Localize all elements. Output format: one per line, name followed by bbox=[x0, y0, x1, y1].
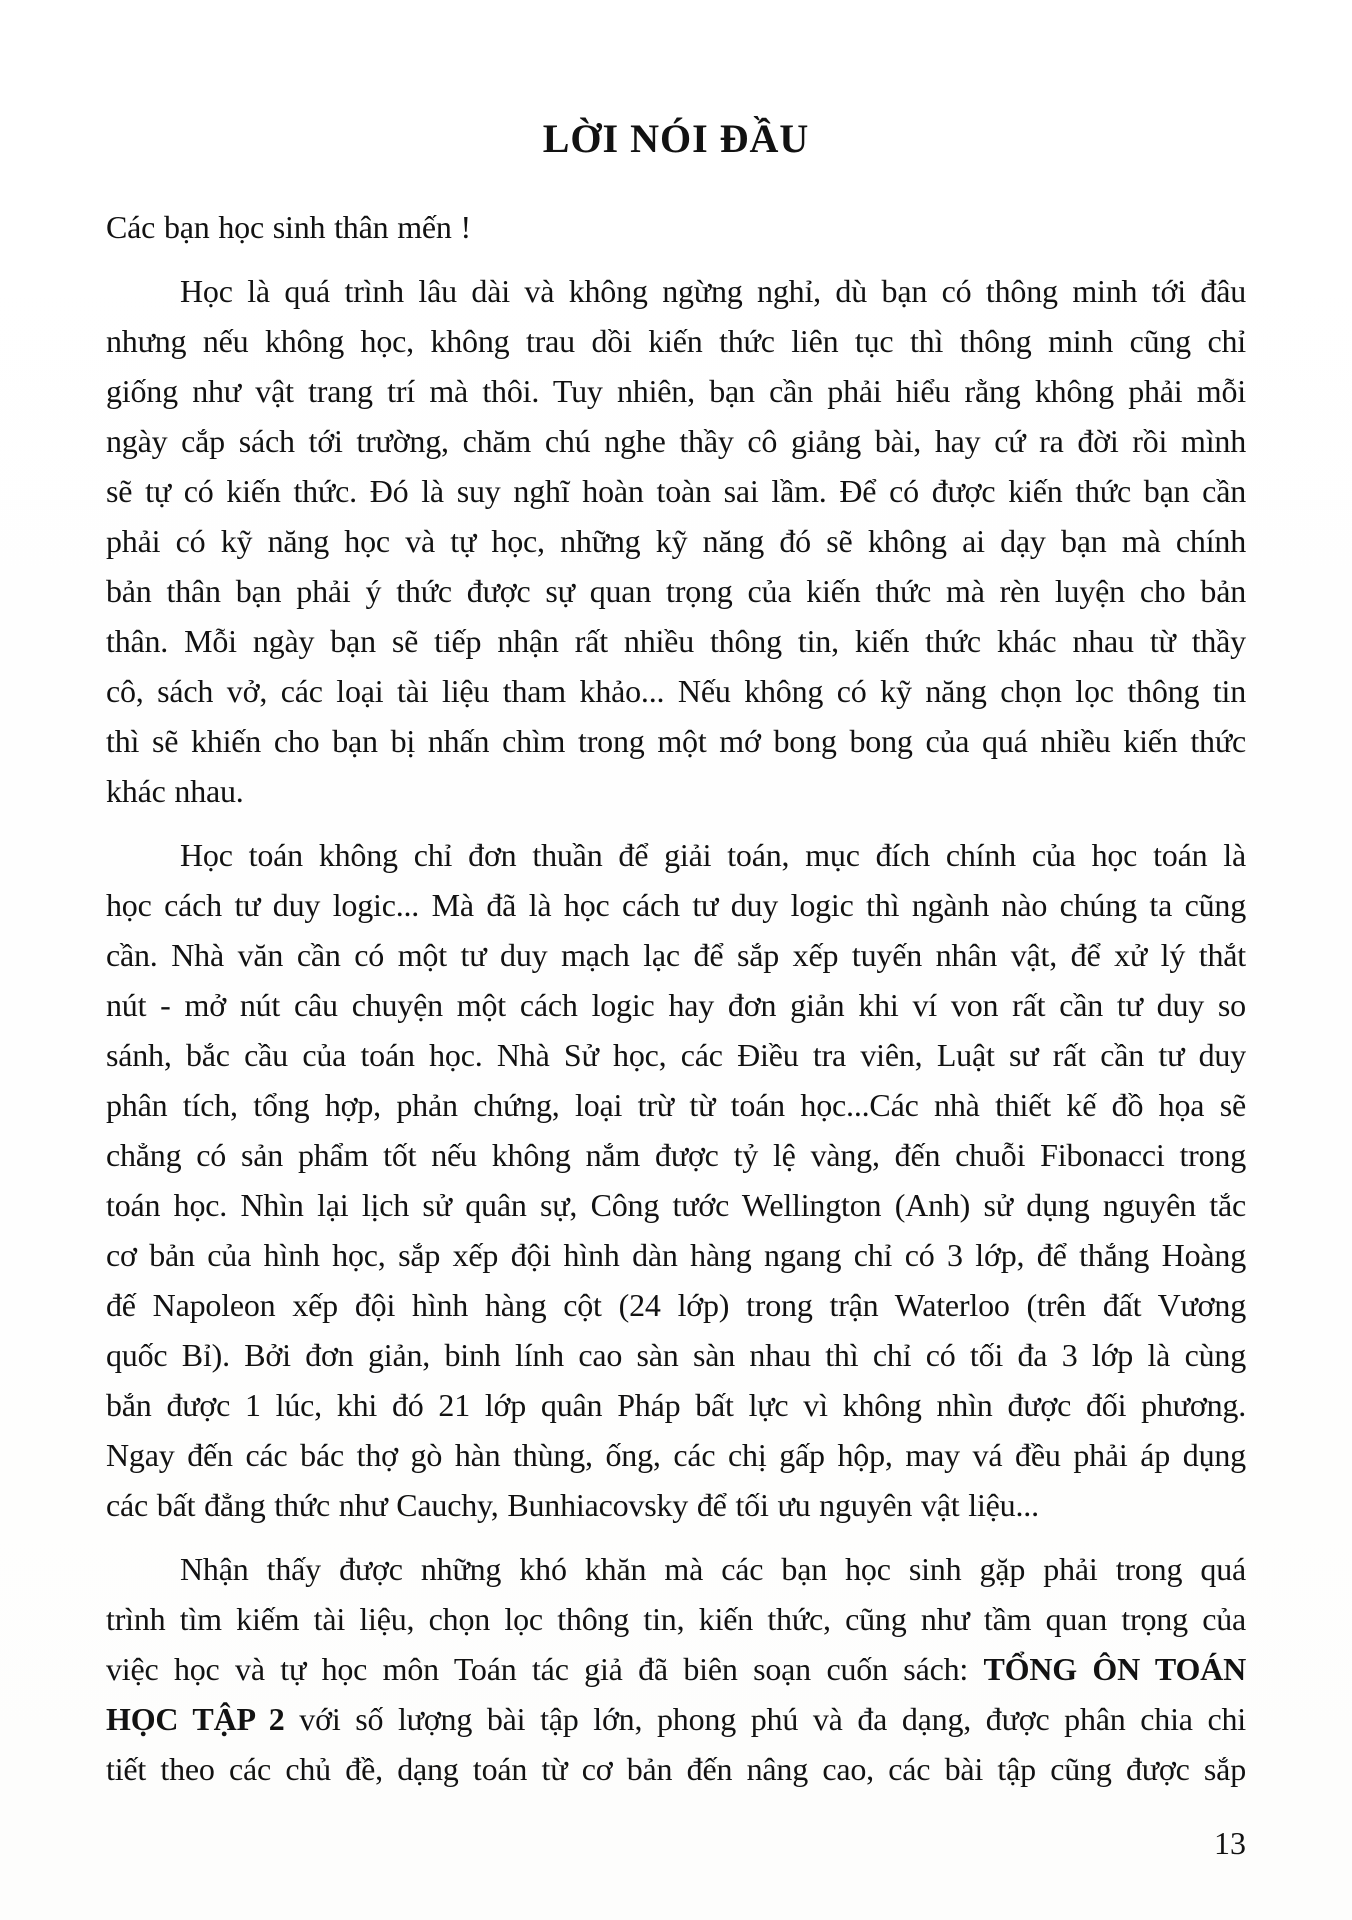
page-title: LỜI NÓI ĐẦU bbox=[542, 116, 810, 161]
text-segment: việc học và tự học môn Toán tác giả đã biên soạn cuốn sách: bbox=[106, 1651, 984, 1687]
text-line bbox=[106, 1130, 1246, 1180]
text-segment: cần. Nhà văn cần có một tư duy mạch lạc để sắp xếp tuyến nhân vật, để xử lý thắt bbox=[106, 937, 1246, 973]
text-line bbox=[106, 366, 1246, 416]
text-line bbox=[106, 316, 1246, 366]
paragraph bbox=[106, 266, 1246, 816]
text-segment: Học là quá trình lâu dài và không ngừng nghỉ, dù bạn có thông minh tới đâu bbox=[180, 273, 1246, 309]
text-line bbox=[106, 1080, 1246, 1130]
document-body bbox=[106, 266, 1246, 1794]
text-segment: toán học. Nhìn lại lịch sử quân sự, Công tước Wellington (Anh) sử dụng nguyên tắc bbox=[106, 1187, 1246, 1223]
text-line bbox=[106, 1644, 1246, 1694]
text-line bbox=[106, 1030, 1246, 1080]
text-line bbox=[106, 1430, 1246, 1480]
text-line bbox=[106, 1544, 1246, 1594]
text-segment: thì sẽ khiến cho bạn bị nhấn chìm trong một mớ bong bong của quá nhiều kiến thức bbox=[106, 723, 1246, 759]
text-line bbox=[106, 1230, 1246, 1280]
bold-text-segment: HỌC TẬP 2 bbox=[106, 1701, 285, 1737]
text-line bbox=[106, 616, 1246, 666]
text-segment: sánh, bắc cầu của toán học. Nhà Sử học, các Điều tra viên, Luật sư rất cần tư duy bbox=[106, 1037, 1246, 1073]
salutation-line: Các bạn học sinh thân mến ! bbox=[106, 209, 471, 245]
text-segment: thân. Mỗi ngày bạn sẽ tiếp nhận rất nhiều thông tin, kiến thức khác nhau từ thầy bbox=[106, 623, 1246, 659]
text-segment: bắn được 1 lúc, khi đó 21 lớp quân Pháp bất lực vì không nhìn được đối phương. bbox=[106, 1387, 1246, 1423]
text-segment: nhưng nếu không học, không trau dồi kiến thức liên tục thì thông minh cũng chỉ bbox=[106, 323, 1246, 359]
text-segment: nút - mở nút câu chuyện một cách logic hay đơn giản khi ví von rất cần tư duy so bbox=[106, 987, 1246, 1023]
text-line bbox=[106, 1330, 1246, 1380]
page-number: 13 bbox=[1214, 1825, 1246, 1861]
text-segment: cơ bản của hình học, sắp xếp đội hình dàn hàng ngang chỉ có 3 lớp, để thắng Hoàng bbox=[106, 1237, 1246, 1273]
text-segment: Nhận thấy được những khó khăn mà các bạn học sinh gặp phải trong quá bbox=[180, 1551, 1246, 1587]
text-line bbox=[106, 266, 1246, 316]
text-segment: đế Napoleon xếp đội hình hàng cột (24 lớp) trong trận Waterloo (trên đất Vương bbox=[106, 1287, 1246, 1323]
text-line bbox=[106, 666, 1246, 716]
text-segment: giống như vật trang trí mà thôi. Tuy nhiên, bạn cần phải hiểu rằng không phải mỗi bbox=[106, 373, 1246, 409]
text-segment: chẳng có sản phẩm tốt nếu không nắm được tỷ lệ vàng, đến chuỗi Fibonacci trong bbox=[106, 1137, 1246, 1173]
text-segment: Học toán không chỉ đơn thuần để giải toán, mục đích chính của học toán là bbox=[180, 837, 1246, 873]
text-segment: ngày cắp sách tới trường, chăm chú nghe thầy cô giảng bài, hay cứ ra đời rồi mình bbox=[106, 423, 1246, 459]
text-segment: Ngay đến các bác thợ gò hàn thùng, ống, các chị gấp hộp, may vá đều phải áp dụng bbox=[106, 1437, 1246, 1473]
text-line bbox=[106, 830, 1246, 880]
text-line bbox=[106, 766, 1246, 816]
text-segment: bản thân bạn phải ý thức được sự quan trọng của kiến thức mà rèn luyện cho bản bbox=[106, 573, 1246, 609]
text-segment: tiết theo các chủ đề, dạng toán từ cơ bản đến nâng cao, các bài tập cũng được sắp bbox=[106, 1751, 1246, 1787]
text-line bbox=[106, 880, 1246, 930]
text-line bbox=[106, 1694, 1246, 1744]
paragraph bbox=[106, 830, 1246, 1530]
text-line bbox=[106, 980, 1246, 1030]
text-line bbox=[106, 1380, 1246, 1430]
text-line bbox=[106, 466, 1246, 516]
text-segment: sẽ tự có kiến thức. Đó là suy nghĩ hoàn toàn sai lầm. Để có được kiến thức bạn cần bbox=[106, 473, 1246, 509]
page-content bbox=[106, 0, 1246, 1868]
text-segment: học cách tư duy logic... Mà đã là học cách tư duy logic thì ngành nào chúng ta cũng bbox=[106, 887, 1246, 923]
text-segment: quốc Bỉ). Bởi đơn giản, binh lính cao sàn sàn nhau thì chỉ có tối đa 3 lớp là cùng bbox=[106, 1337, 1246, 1373]
text-line bbox=[106, 516, 1246, 566]
text-segment: các bất đẳng thức như Cauchy, Bunhiacovsky để tối ưu nguyên vật liệu... bbox=[106, 1487, 1039, 1523]
text-segment: với số lượng bài tập lớn, phong phú và đa dạng, được phân chia chi bbox=[284, 1701, 1246, 1737]
text-line bbox=[106, 1280, 1246, 1330]
text-segment: phân tích, tổng hợp, phản chứng, loại trừ từ toán học...Các nhà thiết kế đồ họa sẽ bbox=[106, 1087, 1246, 1123]
paragraph bbox=[106, 1544, 1246, 1794]
text-segment: phải có kỹ năng học và tự học, những kỹ năng đó sẽ không ai dạy bạn mà chính bbox=[106, 523, 1246, 559]
text-line bbox=[106, 1594, 1246, 1644]
text-line bbox=[106, 566, 1246, 616]
text-line bbox=[106, 416, 1246, 466]
text-line bbox=[106, 1744, 1246, 1794]
text-segment: trình tìm kiếm tài liệu, chọn lọc thông tin, kiến thức, cũng như tầm quan trọng của bbox=[106, 1601, 1246, 1637]
text-line bbox=[106, 930, 1246, 980]
text-segment: cô, sách vở, các loại tài liệu tham khảo... Nếu không có kỹ năng chọn lọc thông tin bbox=[106, 673, 1246, 709]
text-line bbox=[106, 716, 1246, 766]
bold-text-segment: TỔNG ÔN TOÁN bbox=[983, 1651, 1246, 1687]
text-line bbox=[106, 1480, 1246, 1530]
text-line bbox=[106, 1180, 1246, 1230]
text-segment: khác nhau. bbox=[106, 773, 244, 809]
